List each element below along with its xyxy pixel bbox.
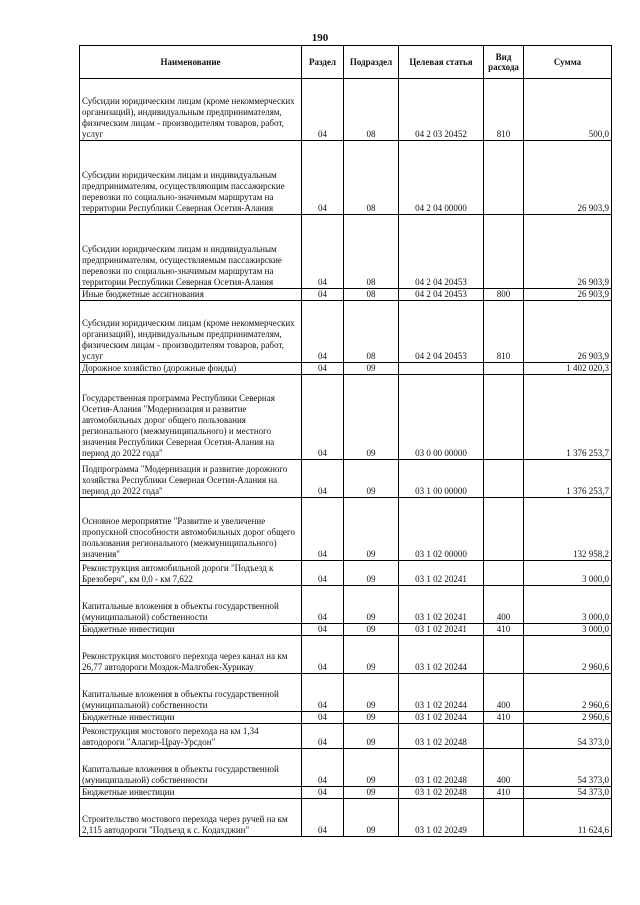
cell-sum: 11 624,6	[524, 799, 612, 837]
cell-expense	[484, 636, 524, 674]
cell-subsection: 09	[344, 460, 399, 498]
cell-subsection: 09	[344, 674, 399, 712]
cell-expense: 810	[484, 79, 524, 141]
cell-sum: 26 903,9	[524, 301, 612, 363]
cell-name: Бюджетные инвестиции	[80, 787, 302, 799]
cell-section: 04	[302, 561, 344, 586]
header-subsection: Подраздел	[344, 46, 399, 79]
cell-sum: 54 373,0	[524, 724, 612, 749]
cell-sum: 26 903,9	[524, 215, 612, 289]
cell-sum: 54 373,0	[524, 749, 612, 787]
header-name: Наименование	[80, 46, 302, 79]
cell-section: 04	[302, 301, 344, 363]
cell-section: 04	[302, 799, 344, 837]
cell-subsection: 09	[344, 799, 399, 837]
table-row	[80, 724, 612, 749]
cell-target: 04 2 04 20453	[399, 301, 484, 363]
cell-section: 04	[302, 289, 344, 301]
cell-name: Реконструкция мостового перехода через канал на км 26,77 автодороги Моздок-Малгобек-Хурикау	[80, 636, 302, 674]
cell-sum: 500,0	[524, 79, 612, 141]
cell-subsection: 08	[344, 79, 399, 141]
cell-target: 03 0 00 00000	[399, 375, 484, 460]
cell-target: 03 1 02 20241	[399, 561, 484, 586]
table-row	[80, 289, 612, 301]
table-row	[80, 460, 612, 498]
table-row	[80, 561, 612, 586]
cell-sum: 1 402 020,3	[524, 363, 612, 375]
cell-section: 04	[302, 363, 344, 375]
cell-sum: 3 000,0	[524, 586, 612, 624]
cell-expense	[484, 215, 524, 289]
table-row	[80, 498, 612, 561]
cell-target: 03 1 02 20248	[399, 787, 484, 799]
cell-target: 03 1 00 00000	[399, 460, 484, 498]
cell-target: 03 1 02 20241	[399, 624, 484, 636]
cell-sum: 1 376 253,7	[524, 375, 612, 460]
cell-subsection: 09	[344, 636, 399, 674]
cell-target: 04 2 04 20453	[399, 289, 484, 301]
table-row	[80, 636, 612, 674]
cell-section: 04	[302, 375, 344, 460]
table-header-row	[80, 46, 612, 79]
cell-expense: 410	[484, 624, 524, 636]
page-number: 190	[311, 32, 329, 44]
cell-target: 04 2 03 20452	[399, 79, 484, 141]
cell-expense: 400	[484, 586, 524, 624]
cell-name: Реконструкция автомобильной дороги "Подъезд к Брезоберч", км 0,0 - км 7,622	[80, 561, 302, 586]
cell-sum: 26 903,9	[524, 141, 612, 215]
cell-subsection: 09	[344, 749, 399, 787]
cell-name: Субсидии юридическим лицам (кроме некоммерческих организаций), индивидуальным предпринимателям, физическим лицам - производителям товаров, работ, услуг	[80, 79, 302, 141]
table-row	[80, 79, 612, 141]
cell-target: 04 2 04 20453	[399, 215, 484, 289]
cell-name: Субсидии юридическим лицам и индивидуальным предпринимателям, осуществляемым пассажирские перевозки по социально-значимым маршрутам на территории Республики Северная Осетия-Алания	[80, 215, 302, 289]
cell-section: 04	[302, 636, 344, 674]
cell-expense	[484, 141, 524, 215]
cell-section: 04	[302, 674, 344, 712]
cell-target: 03 1 02 00000	[399, 498, 484, 561]
header-target: Целевая статья	[399, 46, 484, 79]
cell-sum: 1 376 253,7	[524, 460, 612, 498]
cell-subsection: 09	[344, 712, 399, 724]
cell-expense	[484, 724, 524, 749]
cell-name: Подпрограмма "Модернизация и развитие дорожного хозяйства Республики Северная Осетия-Алания на период до 2022 года"	[80, 460, 302, 498]
cell-section: 04	[302, 624, 344, 636]
header-sum: Сумма	[524, 46, 612, 79]
cell-subsection: 08	[344, 215, 399, 289]
table-row	[80, 141, 612, 215]
cell-name: Реконструкция мостового перехода на км 1,34 автодороги "Алагир-Црау-Урсдон"	[80, 724, 302, 749]
cell-sum: 2 960,6	[524, 636, 612, 674]
cell-target: 03 1 02 20244	[399, 712, 484, 724]
cell-sum: 2 960,6	[524, 674, 612, 712]
cell-section: 04	[302, 215, 344, 289]
cell-subsection: 08	[344, 301, 399, 363]
cell-section: 04	[302, 460, 344, 498]
cell-subsection: 09	[344, 363, 399, 375]
budget-table	[79, 45, 612, 837]
cell-target: 03 1 02 20248	[399, 724, 484, 749]
cell-sum: 26 903,9	[524, 289, 612, 301]
cell-subsection: 09	[344, 498, 399, 561]
cell-name: Субсидии юридическим лицам (кроме некоммерческих организаций), индивидуальным предпринимателям, физическим лицам - производителям товаров, работ, услуг	[80, 301, 302, 363]
cell-expense: 400	[484, 749, 524, 787]
cell-subsection: 09	[344, 787, 399, 799]
cell-section: 04	[302, 79, 344, 141]
cell-expense	[484, 561, 524, 586]
cell-name: Государственная программа Республики Северная Осетия-Алания "Модернизация и развитие автомобильных дорог общего пользования регионального (межмуниципального) и местного значения Республики Северная Осетия-Алания на период до 2022 года"	[80, 375, 302, 460]
cell-target: 03 1 02 20248	[399, 749, 484, 787]
cell-sum: 3 000,0	[524, 624, 612, 636]
cell-section: 04	[302, 141, 344, 215]
cell-name: Строительство мостового перехода через ручей на км 2,115 автодороги "Подъезд к с. Кодахджин"	[80, 799, 302, 837]
cell-section: 04	[302, 498, 344, 561]
cell-expense: 410	[484, 712, 524, 724]
cell-expense: 810	[484, 301, 524, 363]
cell-sum: 132 958,2	[524, 498, 612, 561]
cell-sum: 54 373,0	[524, 787, 612, 799]
cell-subsection: 08	[344, 289, 399, 301]
cell-expense: 410	[484, 787, 524, 799]
cell-subsection: 09	[344, 586, 399, 624]
cell-subsection: 08	[344, 141, 399, 215]
cell-section: 04	[302, 712, 344, 724]
cell-name: Бюджетные инвестиции	[80, 712, 302, 724]
cell-target: 03 1 02 20244	[399, 674, 484, 712]
cell-expense	[484, 460, 524, 498]
cell-name: Дорожное хозяйство (дорожные фонды)	[80, 363, 302, 375]
table-row	[80, 712, 612, 724]
cell-expense: 800	[484, 289, 524, 301]
table-row	[80, 363, 612, 375]
table-row	[80, 215, 612, 289]
table-row	[80, 799, 612, 837]
cell-expense	[484, 375, 524, 460]
cell-name: Бюджетные инвестиции	[80, 624, 302, 636]
cell-subsection: 09	[344, 561, 399, 586]
cell-sum: 3 000,0	[524, 561, 612, 586]
cell-name: Капитальные вложения в объекты государственной (муниципальной) собственности	[80, 674, 302, 712]
cell-target: 04 2 04 00000	[399, 141, 484, 215]
cell-expense	[484, 498, 524, 561]
cell-section: 04	[302, 749, 344, 787]
cell-sum: 2 960,6	[524, 712, 612, 724]
cell-section: 04	[302, 586, 344, 624]
cell-subsection: 09	[344, 724, 399, 749]
cell-target: 03 1 02 20244	[399, 636, 484, 674]
cell-target: 03 1 02 20249	[399, 799, 484, 837]
table-row	[80, 375, 612, 460]
cell-section: 04	[302, 787, 344, 799]
header-section: Раздел	[302, 46, 344, 79]
cell-expense	[484, 363, 524, 375]
table-row	[80, 301, 612, 363]
table-row	[80, 749, 612, 787]
table-row	[80, 787, 612, 799]
header-expense: Вид расхода	[484, 46, 524, 79]
cell-name: Иные бюджетные ассигнования	[80, 289, 302, 301]
cell-expense: 400	[484, 674, 524, 712]
table-row	[80, 586, 612, 624]
cell-target: 03 1 02 20241	[399, 586, 484, 624]
cell-name: Основное мероприятие "Развитие и увеличение пропускной способности автомобильных дорог общего пользования регионального (межмуниципального) значения"	[80, 498, 302, 561]
cell-section: 04	[302, 724, 344, 749]
table-row	[80, 674, 612, 712]
cell-subsection: 09	[344, 375, 399, 460]
cell-expense	[484, 799, 524, 837]
cell-name: Капитальные вложения в объекты государственной (муниципальной) собственности	[80, 749, 302, 787]
table-row	[80, 624, 612, 636]
cell-target	[399, 363, 484, 375]
cell-name: Субсидии юридическим лицам и индивидуальным предпринимателям, осуществляющим пассажирские перевозки по социально-значимым маршрутам на территории Республики Северная Осетия-Алания	[80, 141, 302, 215]
cell-name: Капитальные вложения в объекты государственной (муниципальной) собственности	[80, 586, 302, 624]
cell-subsection: 09	[344, 624, 399, 636]
